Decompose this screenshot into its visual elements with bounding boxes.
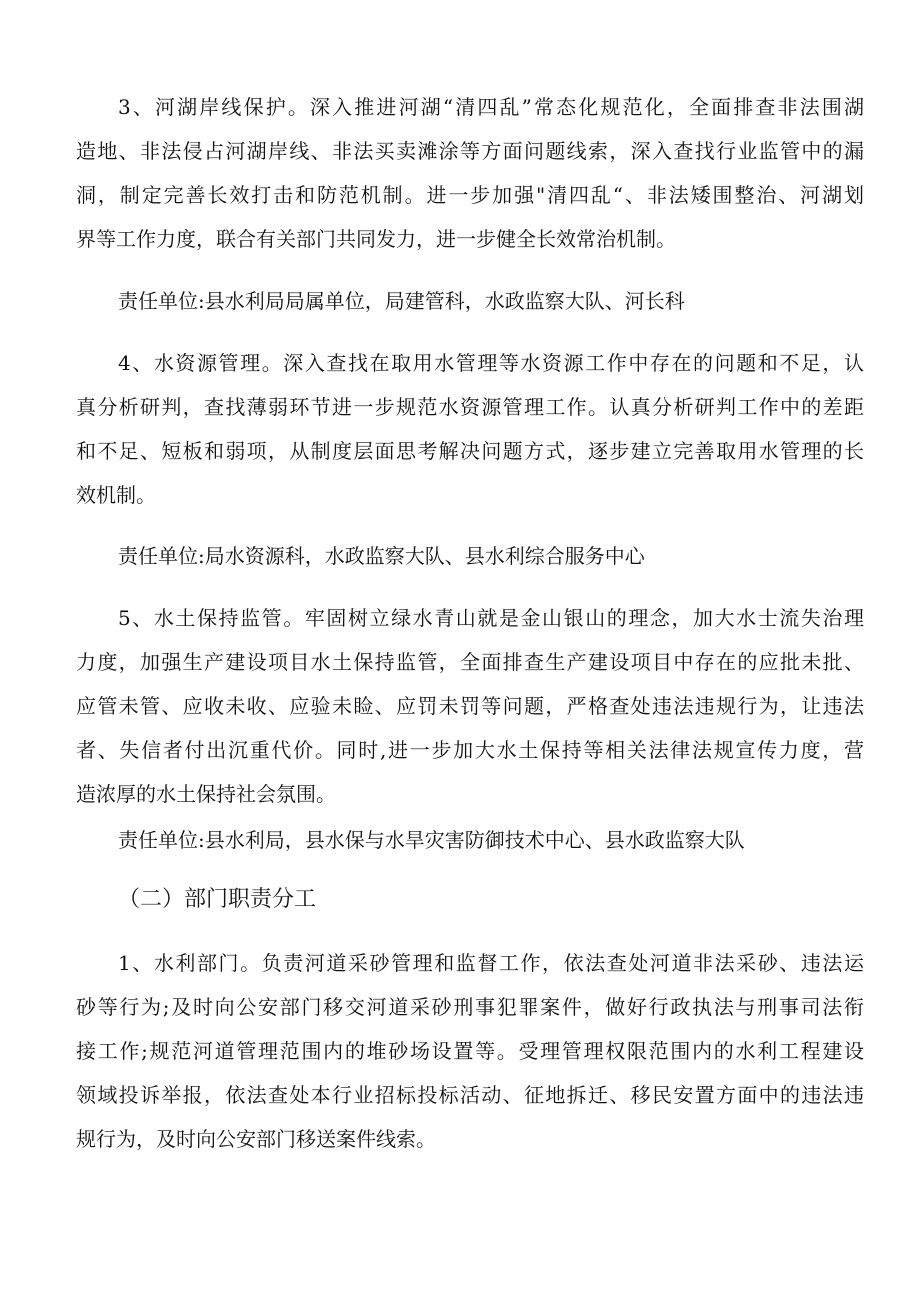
- responsible-unit-text: 责任单位:县水利局，县水保与水旱灾害防御技术中心、县水政监察大队: [118, 828, 745, 852]
- section-heading: （二）部门职责分工: [118, 887, 317, 912]
- paragraph-line: 1、水利部门。负责河道采砂管理和监督工作，依法查处河道非法采砂、违法运: [118, 951, 864, 975]
- paragraph-line: 力度，加强生产建设项目水土保持监管，全面排查生产建设项目中存在的应批未批、: [76, 650, 864, 674]
- paragraph-line: 3、河湖岸线保护。深入推进河湖“清四乱”常态化规范化，全面排查非法围湖: [118, 95, 864, 119]
- paragraph-line: 领域投诉举报，依法查处本行业招标投标活动、征地拆迁、移民安置方面中的违法违: [76, 1083, 864, 1107]
- paragraph-line: 洞，制定完善长效打击和防范机制。进一步加强"清四乱“、非法矮围整治、河湖划: [76, 183, 864, 207]
- responsible-unit-text: 责任单位:局水资源科，水政监察大队、县水利综合服务中心: [118, 544, 645, 568]
- responsible-unit-text: 责任单位:县水利局局属单位，局建管科，水政监察大队、河长科: [118, 289, 685, 313]
- paragraph-line: 应管未管、应收未收、应验未睑、应罚未罚等问题，严格查处违法违规行为，让违法: [76, 694, 864, 718]
- paragraph-line: 造地、非法侵占河湖岸线、非法买卖滩涂等方面问题线索，深入查找行业监管中的漏: [76, 139, 864, 163]
- paragraph-line: 造浓厚的水土保持社会氛围。: [76, 782, 336, 806]
- paragraph-line: 界等工作力度，联合有关部门共同发力，进一步健全长效常治机制。: [76, 227, 676, 251]
- paragraph-line: 真分析研判，查找薄弱环节进一步规范水资源管理工作。认真分析研判工作中的差距: [76, 395, 864, 419]
- paragraph-line: 和不足、短板和弱项，从制度层面思考解决问题方式，逐步建立完善取用水管理的长: [76, 439, 864, 463]
- paragraph-line: 规行为，及时向公安部门移送案件线索。: [76, 1127, 436, 1151]
- paragraph-line: 4、水资源管理。深入查找在取用水管理等水资源工作中存在的问题和不足，认: [118, 351, 864, 375]
- paragraph-line: 5、水土保持监管。牢固树立绿水青山就是金山银山的理念，加大水士流失治理: [118, 606, 864, 630]
- paragraph-line: 接工作;规范河道管理范围内的堆砂场设置等。受理管理权限范围内的水利工程建设: [76, 1039, 864, 1063]
- paragraph-line: 砂等行为;及时向公安部门移交河道采砂刑事犯罪案件，做好行政执法与刑事司法衔: [76, 995, 864, 1019]
- paragraph-line: 效机制。: [76, 483, 156, 507]
- paragraph-line: 者、失信者付出沉重代价。同时,进一步加大水土保持等相关法律法规宣传力度，营: [76, 738, 864, 762]
